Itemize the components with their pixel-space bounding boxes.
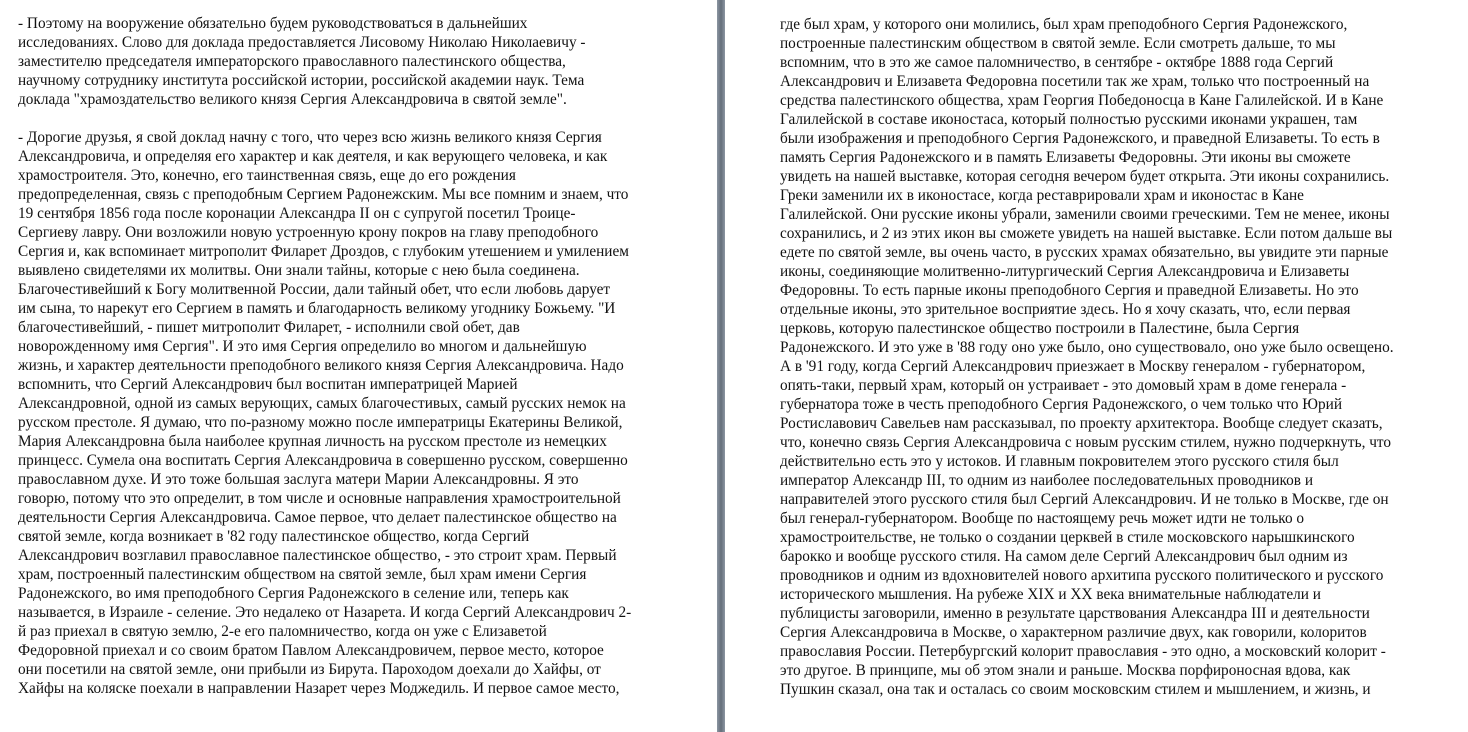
text-line: Александрович возглавил православное палестинское общество, - это строит храм. Первый — [18, 547, 617, 564]
text-line: Федоровны. То есть парные иконы преподобного Сергия и праведной Елизаветы. Но это — [780, 282, 1359, 299]
text-line: научному сотруднику института российской истории, российской академии наук. Тема — [18, 72, 585, 89]
text-line: 19 сентября 1856 года после коронации Александра II он с супругой посетил Троице- — [18, 205, 576, 222]
text-line: выявлено свидетелями их молитвы. Они знали тайны, которые с нею была соединена. — [18, 262, 580, 279]
text-line: сохранились, и 2 из этих икон вы сможете увидеть на нашей выставке. Если потом дальше вы — [780, 225, 1393, 242]
text-line: Александровича, и определяя его характер и как деятеля, и как верующего человека, и как — [18, 148, 608, 165]
text-line: исследованиях. Слово для доклада предоставляется Лисовому Николаю Николаевичу - — [18, 34, 586, 51]
text-line: опять-таки, первый храм, который он устраивает - это домовый храм в доме генерала - — [780, 377, 1347, 394]
text-line: память Сергия Радонежского и в память Елизаветы Федоровны. Эти иконы вы сможете — [780, 149, 1351, 166]
text-line: действительно есть это у истоков. И главным покровителем этого русского стиля был — [780, 453, 1339, 470]
text-line: Радонежского, во имя преподобного Сергия Радонежского в селение или, теперь как — [18, 585, 569, 602]
text-line: едете по святой земле, вы очень часто, в русских храмах обязательно, вы увидите эти парные — [780, 244, 1389, 261]
text-line: Александрович и Елизавета Федоровна посетили так же храм, только что построенный на — [780, 73, 1370, 90]
text-line: Галилейской в составе иконостаса, который полностью русскими иконами украшен, там — [780, 111, 1358, 128]
text-line: церковь, которую палестинское общество построили в Палестине, была Сергия — [780, 320, 1300, 337]
text-line: увидеть на нашей выставке, которая сегодня вечером будет открыта. Эти иконы сохранились. — [780, 168, 1390, 185]
text-line: - Дорогие друзья, я свой доклад начну с того, что через всю жизнь великого князя Сергия — [18, 129, 602, 146]
text-line: им сына, то нарекут его Сергием в память и благодарность великому угоднику Божьему. "И — [18, 300, 616, 317]
text-line: что, конечно связь Сергия Александровича с новым русским стилем, нужно подчеркнуть, что — [780, 434, 1392, 451]
text-line: вспомнить, что Сергий Александрович был воспитан императрицей Марией — [18, 376, 518, 393]
text-line: деятельности Сергия Александровича. Самое первое, что делает палестинское общество на — [18, 509, 617, 526]
text-line: направителей этого русского стиля был Сергий Александрович. И не только в Москве, где он — [780, 491, 1389, 508]
text-line: публицисты заговорили, именно в результате царствования Александра III и деятельности — [780, 605, 1370, 622]
text-line: православия России. Петербургский колорит православия - это одно, а московский колорит - — [780, 643, 1386, 660]
text-line: барокко и вообще русского стиля. На самом деле Сергий Александрович был одним из — [780, 548, 1348, 565]
text-line: Александровной, одной из самых верующих, самых благочестивых, самый русских немок на — [18, 395, 626, 412]
text-line: благочестивейший, - пишет митрополит Филарет, - исполнили свой обет, дав — [18, 319, 520, 336]
text-line: Федоровной приехал и со своим братом Павлом Александровичем, первое место, которое — [18, 642, 604, 659]
text-line: император Александр III, то одним из наиболее последовательных проводников и — [780, 472, 1314, 489]
text-line: Ростиславович Савельев нам рассказывал, по проекту архитектора. Вообще следует сказать, — [780, 415, 1383, 432]
text-line: построенные палестинским обществом в святой земле. Если смотреть дальше, то мы — [780, 35, 1336, 52]
text-line: где был храм, у которого они молились, был храм преподобного Сергия Радонежского, — [780, 16, 1348, 33]
paragraph-continued — [780, 15, 1458, 699]
paragraph-2 — [18, 128, 709, 698]
text-line: это другое. В принципе, мы об этом знали и раньше. Москва порфироносная вдова, как — [780, 662, 1351, 679]
text-line: новорожденному имя Сергия". И это имя Сергия определило во многом и дальнейшую — [18, 338, 587, 355]
text-line: заместителю председателя императорского православного палестинского общества, — [18, 53, 566, 70]
text-line: говорю, потому что это определит, в том числе и основные направления храмостроительной — [18, 490, 621, 507]
text-line: иконы, соединяющие молитвенно-литургический Сергия Александровича и Елизаветы — [780, 263, 1350, 280]
text-line: Галилейской. Они русские иконы убрали, заменили своими греческими. Тем не менее, иконы — [780, 206, 1390, 223]
text-line: святой земле, когда возникает в '82 году палестинское общество, когда Сергий — [18, 528, 530, 545]
page-divider — [717, 0, 725, 732]
text-line: Сергиеву лавру. Они возложили новую устроенную крону покров на главу преподобного — [18, 224, 599, 241]
text-line: отдельные иконы, это зрительное восприятие здесь. Но я хочу сказать, что, если первая — [780, 301, 1351, 318]
text-line: - Поэтому на вооружение обязательно будем руководствоваться в дальнейших — [18, 15, 528, 32]
text-line: вспомним, что в это же самое паломничество, в сентябре - октябре 1888 года Сергий — [780, 54, 1334, 71]
text-line: доклада "храмоздательство великого князя Сергия Александровича в святой земле". — [18, 91, 567, 108]
text-line: Греки заменили их в иконостасе, когда реставрировали храм и иконостас в Кане — [780, 187, 1304, 204]
text-line: Радонежского. И это уже в '88 году оно уже было, оно существовало, оно уже было освещено. — [780, 339, 1394, 356]
text-line: Мария Александровна была наиболее крупная личность на русском престоле из немецких — [18, 433, 607, 450]
text-line: русском престоле. Я думаю, что по-разному можно после императрицы Екатерины Великой, — [18, 414, 623, 431]
text-line: проводников и одним из вдохновителей нового архитипа русского политического и русского — [780, 567, 1384, 584]
paragraph-1 — [18, 14, 709, 109]
text-line: Хайфы на коляске поехали в направлении Назарет через Моджедиль. И первое самое место, — [18, 680, 620, 697]
paragraph-spacer — [18, 109, 709, 128]
text-line: принцесс. Сумела она воспитать Сергия Александровича в совершенно русском, совершенно — [18, 452, 628, 469]
text-line: называется, в Израиле - селение. Это недалеко от Назарета. И когда Сергий Александрович 2- — [18, 604, 632, 621]
text-line: исторического мышления. На рубеже XIX и XX века внимательные наблюдатели и — [780, 586, 1321, 603]
text-line: храм, построенный палестинским обществом на святой земле, был храм имени Сергия — [18, 566, 587, 583]
text-line: храмостроительстве, не только о создании церквей в стиле московского нарышкинского — [780, 529, 1355, 546]
text-line: храмостроителя. Это, конечно, его таинственная связь, еще до его рождения — [18, 167, 516, 184]
text-line: предопределенная, связь с преподобным Сергием Радонежским. Мы все помним и знаем, что — [18, 186, 629, 203]
text-line: Пушкин сказал, она так и осталась со своим московским стилем и мышлением, и жизнь, и — [780, 681, 1371, 698]
text-line: Сергия Александровича в Москве, о характерном различие двух, как говорили, колоритов — [780, 624, 1367, 641]
text-line: православном духе. И это тоже большая заслуга матери Марии Александровны. Я это — [18, 471, 579, 488]
text-line: средства палестинского общества, храм Георгия Победоносца в Кане Галилейской. И в Кане — [780, 92, 1384, 109]
text-line: был генерал-губернатором. Вообще по настоящему речь может идти не только о — [780, 510, 1305, 527]
text-line: Благочестивейший к Богу молитвенной России, дали тайный обет, что если любовь дарует — [18, 281, 611, 298]
text-line: жизнь, и характер деятельности преподобного великого князя Сергия Александровича. Надо — [18, 357, 624, 374]
text-line: они посетили на святой земле, они прибыли из Бирута. Пароходом доехали до Хайфы, от — [18, 661, 601, 678]
text-line: Сергия и, как вспоминает митрополит Филарет Дроздов, с глубоким утешением и умилением — [18, 243, 629, 260]
right-page — [725, 0, 1468, 732]
text-line: А в '91 году, когда Сергий Александрович приезжает в Москву генералом - губернатором, — [780, 358, 1366, 375]
text-line: губернатора тоже в честь преподобного Сергия Радонежского, о чем только что Юрий — [780, 396, 1343, 413]
text-line: были изображения и преподобного Сергия Радонежского, и праведной Елизаветы. То есть в — [780, 130, 1380, 147]
left-page — [0, 0, 717, 732]
text-line: й раз приехал в святую землю, 2-е его паломничество, когда он уже с Елизаветой — [18, 623, 547, 640]
